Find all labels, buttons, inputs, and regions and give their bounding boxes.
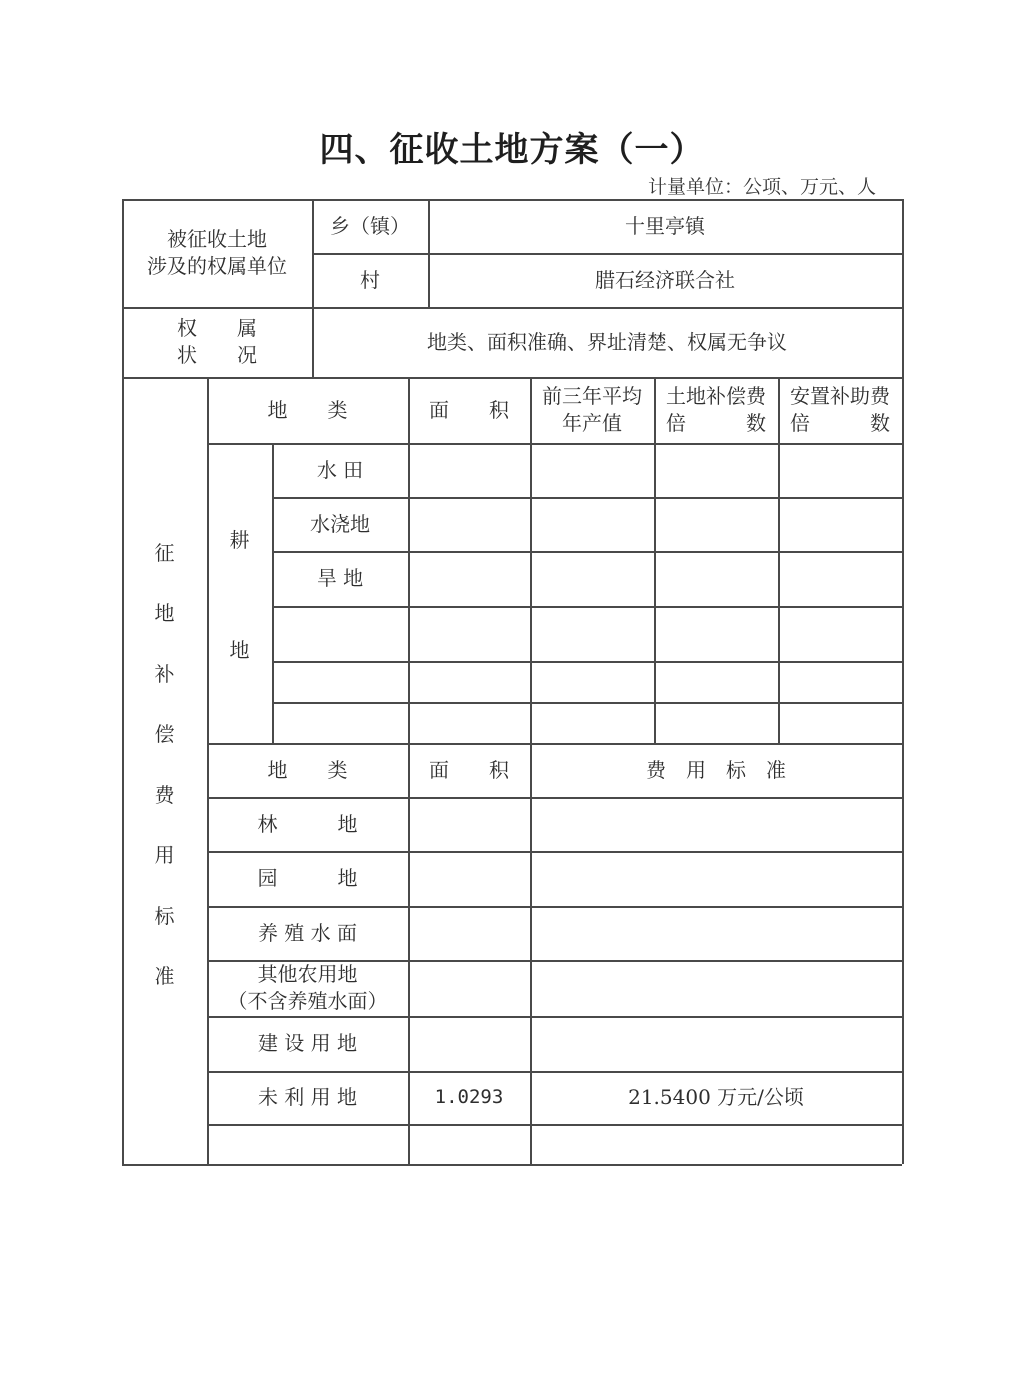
header-land-comp: 土地补偿费 倍 数 <box>666 384 766 435</box>
side-label-char: 费 <box>154 782 175 807</box>
other-row-type <box>207 1124 408 1164</box>
other-row-area <box>408 960 530 1016</box>
arable-row-type <box>272 661 408 702</box>
other-row-area <box>408 797 530 851</box>
township-value: 十里亭镇 <box>625 213 705 238</box>
side-label-char: 地 <box>154 601 175 626</box>
ownership-status-label: 权 属 状 况 <box>177 316 257 367</box>
side-label-char: 补 <box>154 661 175 686</box>
owner-label: 被征收土地 涉及的权属单位 <box>147 227 287 278</box>
other-row-fee <box>530 960 902 1016</box>
arable-row-type: 旱 地 <box>316 566 364 590</box>
side-label-char: 标 <box>154 903 175 928</box>
other-row-area <box>408 1016 530 1071</box>
compensation-side-label <box>122 540 207 990</box>
header-avg-output: 前三年平均 年产值 <box>542 384 642 435</box>
other-row-fee <box>530 797 902 851</box>
other-row-area <box>408 851 530 906</box>
header2-land-type: 地 类 <box>267 757 348 782</box>
table-rule <box>902 199 904 1164</box>
other-row-type: 林 地 <box>257 811 358 836</box>
side-label-char: 偿 <box>154 722 175 747</box>
other-row-fee: 21.5400 万元/公顷 <box>628 1085 804 1109</box>
other-row-fee <box>530 1124 902 1164</box>
side-label-char: 准 <box>154 963 175 988</box>
arable-row-type <box>272 702 408 743</box>
other-row-type: 未 利 用 地 <box>257 1085 358 1109</box>
other-row-fee <box>530 906 902 960</box>
other-row-type: 其他农用地 （不含养殖水面） <box>227 962 388 1013</box>
side-label-char: 征 <box>154 541 175 565</box>
header-resettle: 安置补助费 倍 数 <box>790 384 890 435</box>
header-area: 面 积 <box>429 397 509 422</box>
other-row-fee <box>530 851 902 906</box>
unit-note: 计量单位：公项、万元、人 <box>647 176 876 198</box>
other-row-type: 建 设 用 地 <box>257 1031 358 1055</box>
arable-label-bottom: 地 <box>229 637 250 662</box>
other-row-area: 1.0293 <box>434 1085 504 1108</box>
ownership-status-value: 地类、面积准确、界址清楚、权属无争议 <box>427 329 787 354</box>
township-label: 乡（镇） <box>330 213 410 238</box>
village-value: 腊石经济联合社 <box>595 267 735 292</box>
other-row-type: 养 殖 水 面 <box>257 920 358 945</box>
arable-label-top: 耕 <box>229 527 250 552</box>
other-row-type: 园 地 <box>257 866 358 890</box>
header2-area: 面 积 <box>429 757 509 782</box>
other-row-fee <box>530 1016 902 1071</box>
arable-row-type <box>272 606 408 661</box>
header-land-type: 地 类 <box>267 397 348 422</box>
other-row-area <box>408 906 530 960</box>
document-title: 四、征收土地方案（一） <box>319 130 705 170</box>
arable-row-type: 水浇地 <box>310 511 370 536</box>
table-rule <box>122 1164 902 1166</box>
village-label: 村 <box>360 267 380 292</box>
header2-fee-standard: 费 用 标 准 <box>646 757 786 782</box>
arable-row-type: 水 田 <box>316 457 364 482</box>
side-label-char: 用 <box>154 843 175 868</box>
other-row-area <box>408 1124 530 1164</box>
